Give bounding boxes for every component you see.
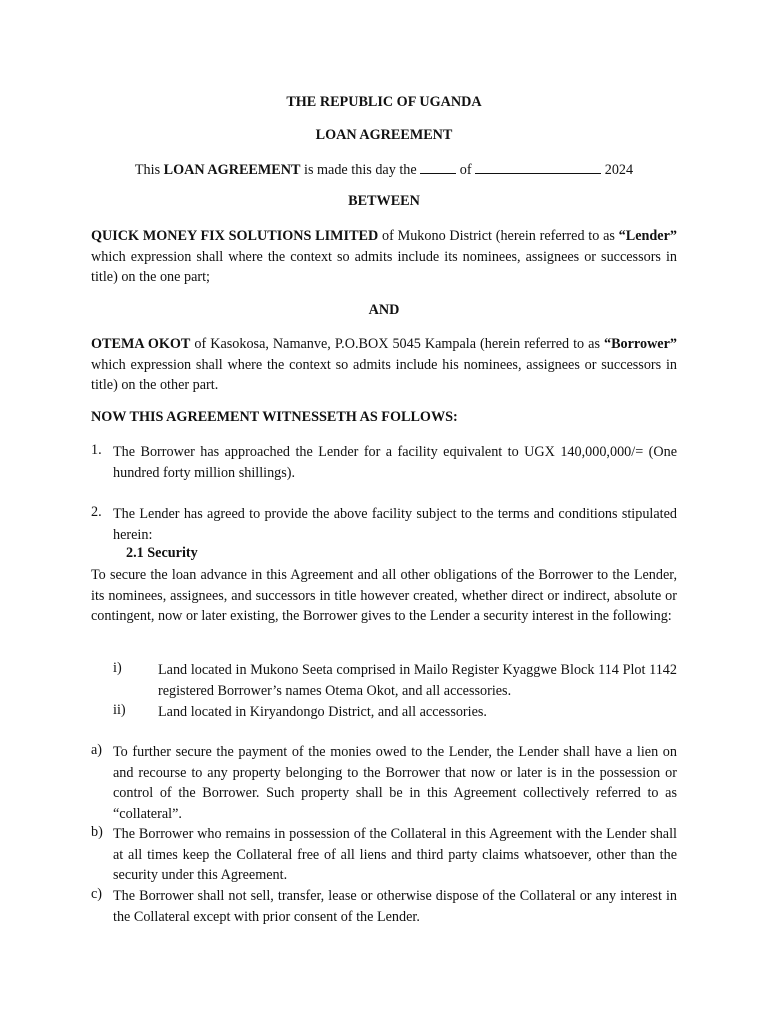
sub-clause-letter: b) bbox=[91, 824, 103, 840]
clause-text: The Borrower has approached the Lender for a facility equivalent to UGX 140,000,000/= (One hundred forty million shillings). bbox=[113, 444, 677, 481]
lender-paragraph: QUICK MONEY FIX SOLUTIONS LIMITED of Mukono District (herein referred to as “Lender” which expression shall where the context so admits include its nominees, assignees or successors in title) on the one part; bbox=[91, 228, 677, 286]
borrower-role: “Borrower” bbox=[603, 336, 677, 352]
document-title: LOAN AGREEMENT bbox=[315, 127, 453, 143]
lender-name: QUICK MONEY FIX SOLUTIONS LIMITED bbox=[91, 228, 379, 244]
clause-text: The Lender has agreed to provide the above facility subject to the terms and conditions stipulated herein: bbox=[113, 506, 677, 543]
security-item-text: Land located in Mukono Seeta comprised in Mailo Register Kyaggwe Block 114 Plot 1142 registered Borrower’s names Otema Okot, and all accessories. bbox=[158, 662, 677, 699]
clause-number: 1. bbox=[91, 442, 102, 458]
day-blank bbox=[420, 160, 456, 174]
between-heading: BETWEEN bbox=[348, 193, 420, 209]
witnesseth-heading: NOW THIS AGREEMENT WITNESSETH AS FOLLOWS: bbox=[91, 409, 458, 425]
country-heading: THE REPUBLIC OF UGANDA bbox=[286, 94, 482, 110]
intro-line: This LOAN AGREEMENT is made this day the of 2024 bbox=[134, 162, 634, 178]
security-heading: 2.1 Security bbox=[126, 545, 198, 561]
sub-clause-letter: c) bbox=[91, 886, 103, 902]
sub-clause-text: To further secure the payment of the monies owed to the Lender, the Lender shall have a lien on and recourse to any property belonging to the Borrower that now or later is in the possession or control of the Borrower. Such property shall be in this Agreement collectively referred to as “collateral”. bbox=[113, 744, 677, 822]
lender-role: “Lender” bbox=[618, 228, 677, 244]
borrower-paragraph: OTEMA OKOT of Kasokosa, Namanve, P.O.BOX 5045 Kampala (herein referred to as “Borrower” which expression shall where the context so admits include his nominees, assignees or successors in title) on the other part. bbox=[91, 336, 677, 394]
sub-clause-letter: a) bbox=[91, 742, 103, 758]
sub-clause-text: The Borrower shall not sell, transfer, lease or otherwise dispose of the Collateral or any interest in the Collateral except with prior consent of the Lender. bbox=[113, 888, 677, 925]
sub-clause-text: The Borrower who remains in possession of the Collateral in this Agreement with the Lender shall at all times keep the Collateral free of all liens and third party claims whatsoever, other than the security under this Agreement. bbox=[113, 826, 677, 884]
security-item-number: ii) bbox=[113, 702, 126, 718]
month-blank bbox=[475, 160, 601, 174]
borrower-name: OTEMA OKOT bbox=[91, 336, 191, 352]
clause-number: 2. bbox=[91, 504, 102, 520]
security-item-text: Land located in Kiryandongo District, and all accessories. bbox=[158, 704, 487, 720]
and-heading: AND bbox=[368, 302, 400, 318]
security-item-number: i) bbox=[113, 660, 122, 676]
security-paragraph: To secure the loan advance in this Agreement and all other obligations of the Borrower to the Lender, its nominees, assignees, and successors in title however created, whether direct or indirect, absolute or contingent, now or later existing, the Borrower gives to the Lender a security interest in the following: bbox=[91, 567, 677, 625]
intro-doc-name: LOAN AGREEMENT bbox=[163, 162, 301, 178]
